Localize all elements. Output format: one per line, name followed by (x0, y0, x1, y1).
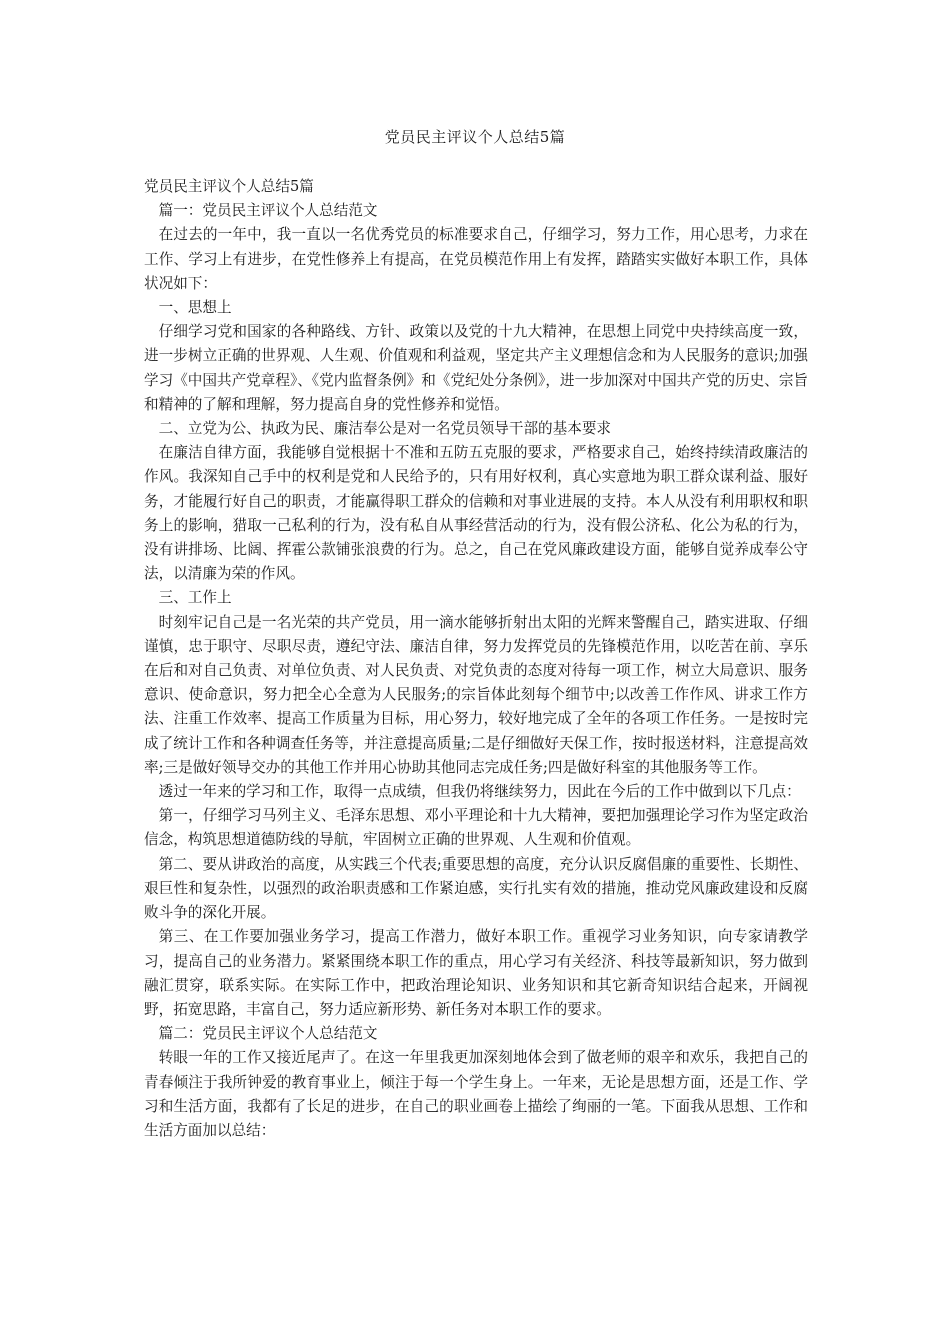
paragraph: 在廉洁自律方面，我能够自觉根据十不准和五防五克服的要求，严格要求自己，始终持续清政廉洁的作风。我深知自己手中的权利是党和人民给予的，只有用好权利，真心实意地为职工群众谋利益、服好务，才能履行好自己的职责，才能赢得职工群众的信赖和对事业进展的支持。本人从没有利用职权和职务上的影响，猎取一己私利的行为，没有私自从事经营活动的行为，没有假公济私、化公为私的行为，没有讲排场、比阔、挥霍公款铺张浪费的行为。总之，自己在党风廉政建设方面，能够自觉养成奉公守法，以清廉为荣的作风。 (144, 444, 808, 583)
section-heading: 一、思想上 (158, 299, 232, 317)
paragraph: 第二、要从讲政治的高度，从实践三个代表;重要思想的高度，充分认识反腐倡廉的重要性、长期性、艰巨性和复杂性，以强烈的政治职责感和工作紧迫感，实行扎实有效的措施，推动党风廉政建设和反腐败斗争的深化开展。 (144, 855, 808, 922)
section-heading: 三、工作上 (158, 589, 232, 607)
paragraph: 第三、在工作要加强业务学习，提高工作潜力，做好本职工作。重视学习业务知识，向专家请教学习，提高自己的业务潜力。紧紧围绕本职工作的重点，用心学习有关经济、科技等最新知识，努力做到融汇贯穿，联系实际。在实际工作中，把政治理论知识、业务知识和其它新奇知识结合起来，开阔视野，拓宽思路，丰富自己，努力适应新形势、新任务对本职工作的要求。 (144, 928, 808, 1018)
paragraph: 仔细学习党和国家的各种路线、方针、政策以及党的十九大精神，在思想上同党中央持续高度一致，进一步树立正确的世界观、人生观、价值观和利益观，坚定共产主义理想信念和为人民服务的意识;加强学习《中国共产党章程》、《党内监督条例》和《党纪处分条例》，进一步加深对中国共产党的历史、宗旨和精神的了解和理解，努力提高自身的党性修养和觉悟。 (144, 323, 809, 413)
section-heading: 篇二：党员民主评议个人总结范文 (158, 1025, 378, 1043)
paragraph: 在过去的一年中，我一直以一名优秀党员的标准要求自己，仔细学习，努力工作，用心思考，力求在工作、学习上有进步，在党性修养上有提高，在党员模范作用上有发挥，踏踏实实做好本职工作，具体状况如下： (144, 226, 808, 292)
document-body (144, 175, 808, 1143)
section-heading: 二、立党为公、执政为民、廉洁奉公是对一名党员领导干部的基本要求 (158, 420, 612, 438)
paragraph: 转眼一年的工作又接近尾声了。在这一年里我更加深刻地体会到了做老师的艰辛和欢乐，我把自己的青春倾注于我所钟爱的教育事业上，倾注于每一个学生身上。一年来，无论是思想方面，还是工作、学习和生活方面，我都有了长足的进步，在自己的职业画卷上描绘了绚丽的一笔。下面我从思想、工作和生活方面加以总结： (144, 1049, 808, 1139)
document-title: 党员民主评议个人总结5篇 (384, 128, 566, 146)
paragraph: 透过一年来的学习和工作，取得一点成绩，但我仍将继续努力，因此在今后的工作中做到以下几点： (158, 783, 801, 801)
paragraph: 第一，仔细学习马列主义、毛泽东思想、邓小平理论和十九大精神，要把加强理论学习作为坚定政治信念，构筑思想道德防线的导航，牢固树立正确的世界观、人生观和价值观。 (144, 807, 808, 849)
section-heading: 篇一：党员民主评议个人总结范文 (158, 202, 378, 220)
paragraph: 党员民主评议个人总结5篇 (144, 178, 314, 195)
paragraph: 时刻牢记自己是一名光荣的共产党员，用一滴水能够折射出太阳的光辉来警醒自己，踏实进取、仔细谨慎，忠于职守、尽职尽责，遵纪守法、廉洁自律，努力发挥党员的先锋模范作用，以吃苦在前、享乐在后和对自己负责、对单位负责、对人民负责、对党负责的态度对待每一项工作，树立大局意识、服务意识、使命意识，努力把全心全意为人民服务;的宗旨体此刻每个细节中;以改善工作作风、讲求工作方法、注重工作效率、提高工作质量为目标，用心努力，较好地完成了全年的各项工作任务。一是按时完成了统计工作和各种调查任务等，并注意提高质量;二是仔细做好天保工作，按时报送材料，注意提高效率;三是做好领导交办的其他工作并用心协助其他同志完成任务;四是做好科室的其他服务等工作。 (144, 613, 808, 776)
